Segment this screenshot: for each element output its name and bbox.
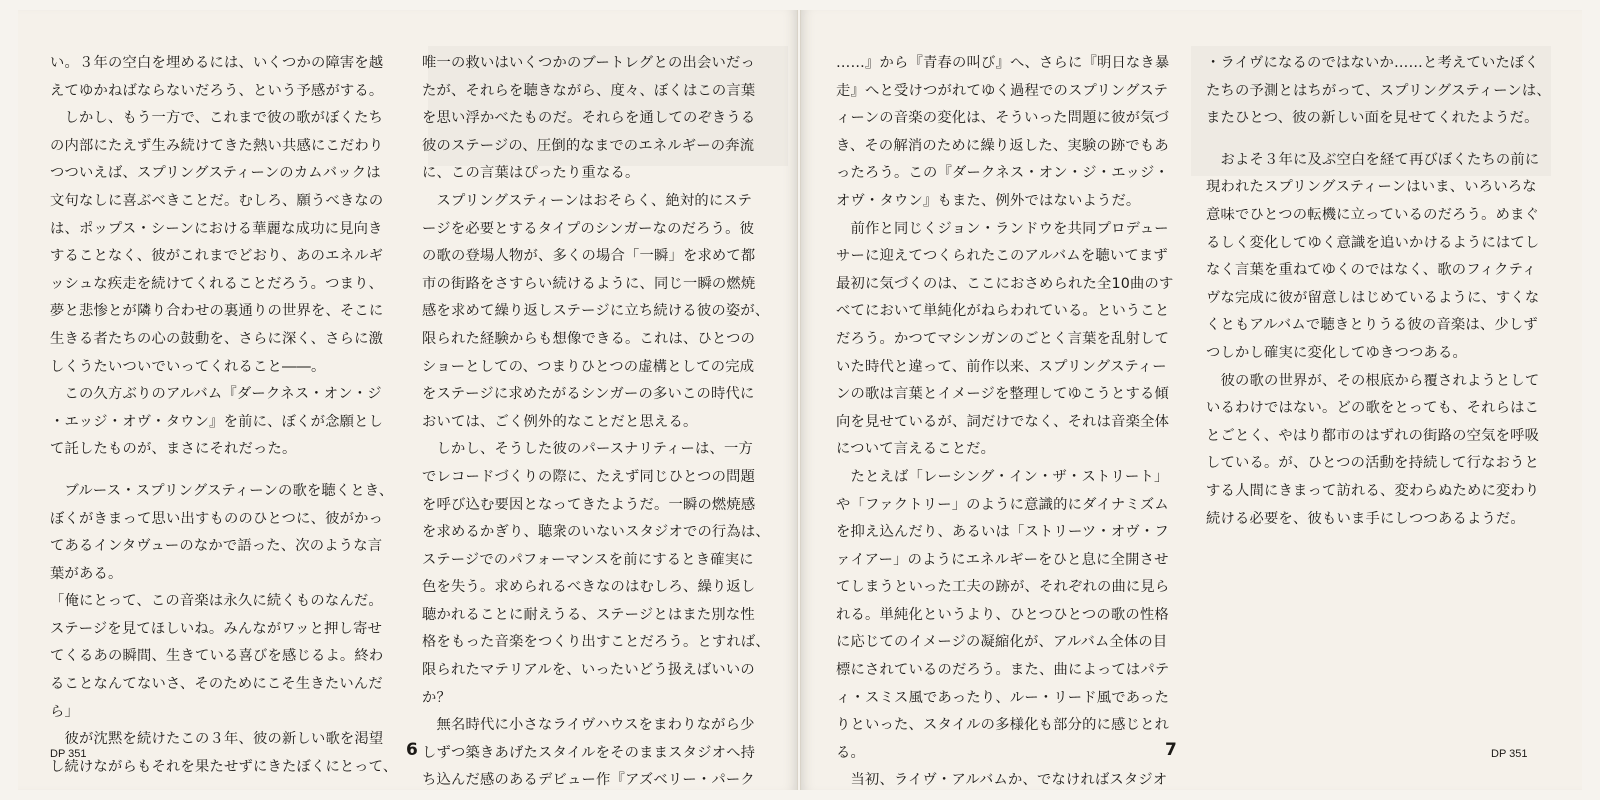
text-line: えてゆかねばならないだろう、という予感がする。 xyxy=(50,82,384,99)
text-line: てしまうといった工夫の跡が、それぞれの曲に見ら xyxy=(836,579,1170,596)
text-line: しずつ築きあげたスタイルをそのままスタジオへ持 xyxy=(422,744,756,761)
text-line: を求めるかぎり、聴衆のいないスタジオでの行為は、 xyxy=(422,524,770,541)
text-line: るしく変化してゆく意識を追いかけるようにはてし xyxy=(1206,234,1540,251)
text-line: は、ポップス・シーンにおける華麗な成功に見向き xyxy=(50,220,383,237)
text-line: について言えることだ。 xyxy=(836,441,996,458)
text-line: か？ xyxy=(422,689,451,706)
left-page-column-2 xyxy=(422,50,770,795)
text-line: ら」 xyxy=(50,703,79,720)
text-line: を呼び込む要因となってきたようだ。一瞬の燃焼感 xyxy=(422,496,756,513)
text-line: 格をもった音楽をつくり出すことだろう。とすれば、 xyxy=(422,634,770,651)
text-line: ショーとしての、つまりひとつの虚構としての完成 xyxy=(422,358,755,375)
text-line: き、その解消のために繰り返した、実験の跡でもあ xyxy=(836,137,1169,154)
text-line: サーに迎えてつくられたこのアルバムを聴いてまず xyxy=(836,248,1168,265)
paragraph-gap xyxy=(50,464,397,478)
left-page xyxy=(18,10,798,790)
text-line: ステージを見てほしいね。みんながワッと押し寄せ xyxy=(50,620,383,637)
text-line: を抑え込んだり、あるいは「ストリーツ・オヴ・フ xyxy=(836,524,1169,541)
text-line: 「俺にとって、この音楽は永久に続くものなんだ。 xyxy=(50,593,383,610)
text-line: つしかし確実に変化してゆきつつある。 xyxy=(1206,344,1467,361)
text-line: おいては、ごく例外的なことだと思える。 xyxy=(422,413,698,430)
text-line: てくるあの瞬間、生きている喜びを感じるよ。終わ xyxy=(50,648,384,665)
text-line: ち込んだ感のあるデビュー作『アズベリー・パーク xyxy=(422,772,755,789)
text-line: ィ・スミス風であったり、ルー・リード風であった xyxy=(836,689,1170,706)
text-line: て託したものが、まさにそれだった。 xyxy=(50,441,297,458)
text-line: とごとく、やはり都市のはずれの街路の空気を呼吸 xyxy=(1206,427,1540,444)
text-line: でレコードづくりの際に、たえず同じひとつの問題 xyxy=(422,468,756,485)
text-line: い。３年の空白を埋めるには、いくつかの障害を越 xyxy=(50,55,384,71)
text-line: 無名時代に小さなライヴハウスをまわりながら少 xyxy=(422,717,755,734)
paragraph-gap xyxy=(1206,133,1551,147)
text-line: ・ライヴになるのではないか……と考えていたぼく xyxy=(1206,55,1539,71)
text-line: をステージに求めたがるシンガーの多いこの時代に xyxy=(422,386,755,403)
right-page-column-1 xyxy=(836,50,1174,795)
text-line: 文句なしに喜ぶべきことだ。むしろ、願うべきなの xyxy=(50,192,384,209)
text-line: しかし、もう一方で、これまで彼の歌がぼくたち xyxy=(50,110,384,127)
text-line: りといった、スタイルの多様化も部分的に感じとれ xyxy=(836,717,1170,734)
left-page-column-1 xyxy=(50,50,397,781)
page-number: 7 xyxy=(1165,740,1177,760)
right-page xyxy=(800,10,1582,790)
text-line: しくうたいついでいってくれること――。 xyxy=(50,358,326,375)
text-line: くともアルバムで聴きとりうる彼の音楽は、少しず xyxy=(1206,317,1538,334)
text-line: 生きる者たちの心の鼓動を、さらに深く、さらに激 xyxy=(50,330,384,347)
text-line: に応じてのイメージの凝縮化が、アルバム全体の目 xyxy=(836,634,1168,651)
text-line: し続けながらもそれを果たせずにきたぼくにとって、 xyxy=(50,758,398,775)
text-line: ージを必要とするタイプのシンガーなのだろう。彼 xyxy=(422,220,755,237)
text-line: なく言葉を重ねてゆくのではなく、歌のフィクティ xyxy=(1206,262,1537,279)
text-line: 聴かれることに耐えうる、ステージとはまた別な性 xyxy=(422,606,755,623)
text-line: ることなんてないさ、そのためにこそ生きたいんだ xyxy=(50,676,383,693)
text-line: またひとつ、彼の新しい面を見せてくれたようだ。 xyxy=(1206,110,1539,127)
text-line: ァイアー」のようにエネルギーをひと息に全開させ xyxy=(836,551,1169,568)
text-line: 走』へと受けつがれてゆく過程でのスプリングステ xyxy=(836,82,1169,99)
text-line: たが、それらを聴きながら、度々、ぼくはこの言葉 xyxy=(422,82,756,99)
text-line: する人間にきまって訪れる、変わらぬために変わり xyxy=(1206,482,1540,499)
text-line: ンの歌は言葉とイメージを整理してゆこうとする傾 xyxy=(836,386,1169,403)
text-line: 現われたスプリングスティーンはいま、いろいろな xyxy=(1206,179,1537,196)
text-line: 夢と悲惨とが隣り合わせの裏通りの世界を、そこに xyxy=(50,303,384,320)
text-line: つついえば、スプリングスティーンのカムバックは xyxy=(50,165,381,182)
text-line: 続ける必要を、彼もいま手にしつつあるようだ。 xyxy=(1206,510,1525,527)
text-line: 色を失う。求められるべきなのはむしろ、繰り返し xyxy=(422,579,756,596)
text-line: ヴな完成に彼が留意しはじめているように、すくな xyxy=(1206,289,1540,306)
text-line: オヴ・タウン』もまた、例外ではないようだ。 xyxy=(836,192,1141,209)
text-line: ・エッジ・オヴ・タウン』を前に、ぼくが念願とし xyxy=(50,413,384,430)
text-line: 葉がある。 xyxy=(50,565,123,582)
text-line: いた時代と違って、前作以来、スプリングスティー xyxy=(836,358,1167,375)
text-line: を思い浮かべたものだ。それらを通してのぞきうる xyxy=(422,110,756,127)
catalog-number: DP 351 xyxy=(50,748,87,760)
text-line: ブルース・スプリングスティーンの歌を聴くとき、 xyxy=(50,482,394,499)
text-line: の内部にたえず生み続けてきた熱い共感にこだわり xyxy=(50,137,384,154)
text-line: ったろう。この『ダークネス・オン・ジ・エッジ・ xyxy=(836,165,1169,182)
text-line: 標にされているのだろう。また、曲によってはパテ xyxy=(836,662,1170,679)
text-line: することなく、彼がこれまでどおり、あのエネルギ xyxy=(50,248,384,265)
text-line: や「ファクトリー」のように意識的にダイナミズム xyxy=(836,496,1169,513)
text-line: しかし、そうした彼のパースナリティーは、一方 xyxy=(422,441,753,458)
text-line: ステージでのパフォーマンスを前にするとき確実に xyxy=(422,551,754,568)
text-line: ぼくがきまって思い出すもののひとつに、彼がかっ xyxy=(50,510,384,527)
text-line: れる。単純化というより、ひとつひとつの歌の性格 xyxy=(836,606,1169,623)
text-line: この久方ぶりのアルバム『ダークネス・オン・ジ xyxy=(50,386,382,403)
text-line: 唯一の救いはいくつかのブートレグとの出会いだっ xyxy=(422,55,755,71)
text-line: 当初、ライヴ・アルバムか、でなければスタジオ xyxy=(836,772,1168,789)
text-line: る。 xyxy=(836,744,865,761)
text-line: およそ３年に及ぶ空白を経て再びぼくたちの前に xyxy=(1206,151,1540,168)
text-line: 限られたマテリアルを、いったいどう扱えばいいの xyxy=(422,662,755,679)
text-line: 前作と同じくジョン・ランドウを共同プロデュー xyxy=(836,220,1169,237)
text-line: べてにおいて単純化がねらわれている。ということ xyxy=(836,303,1170,320)
text-line: 市の街路をさすらい続けるように、同じ一瞬の燃焼 xyxy=(422,275,756,292)
text-line: に、この言葉はぴったり重なる。 xyxy=(422,165,640,182)
text-line: いるわけではない。どの歌をとっても、それらはこ xyxy=(1206,400,1540,417)
text-line: 最初に気づくのは、ここにおさめられた全10曲のす xyxy=(836,275,1174,292)
text-line: ッシュな疾走を続けてくれることだろう。つまり、 xyxy=(50,275,384,292)
right-page-column-2 xyxy=(1206,50,1551,533)
text-line: ィーンの音楽の変化は、そういった問題に彼が気づ xyxy=(836,110,1170,127)
text-line: 彼のステージの、圧倒的なまでのエネルギーの奔流 xyxy=(422,137,755,154)
text-line: たちの予測とはちがって、スプリングスティーンは、 xyxy=(1206,82,1551,99)
text-line: の歌の登場人物が、多くの場合「一瞬」を求めて都 xyxy=(422,248,756,265)
text-line: 彼が沈黙を続けたこの３年、彼の新しい歌を渇望 xyxy=(50,731,384,748)
text-line: だろう。かつてマシンガンのごとく言葉を乱射して xyxy=(836,330,1170,347)
text-line: 意味でひとつの転機に立っているのだろう。めまぐ xyxy=(1206,206,1540,223)
catalog-number: DP 351 xyxy=(1491,748,1528,760)
text-line: てあるインタヴューのなかで語った、次のような言 xyxy=(50,538,383,555)
text-line: たとえば「レーシング・イン・ザ・ストリート」 xyxy=(836,468,1169,485)
text-line: 感を求めて繰り返しステージに立ち続ける彼の姿が、 xyxy=(422,303,770,320)
page-number: 6 xyxy=(406,740,418,760)
text-line: 向を見せているが、詞だけでなく、それは音楽全体 xyxy=(836,413,1170,430)
text-line: 限られた経験からも想像できる。これは、ひとつの xyxy=(422,330,756,347)
text-line: 彼の歌の世界が、その根底から覆されようとして xyxy=(1206,372,1540,389)
text-line: している。が、ひとつの活動を持続して行なおうと xyxy=(1206,455,1540,472)
text-line: ……』から『青春の叫び』へ、さらに『明日なき暴 xyxy=(836,55,1170,71)
text-line: スプリングスティーンはおそらく、絶対的にステ xyxy=(422,192,753,209)
